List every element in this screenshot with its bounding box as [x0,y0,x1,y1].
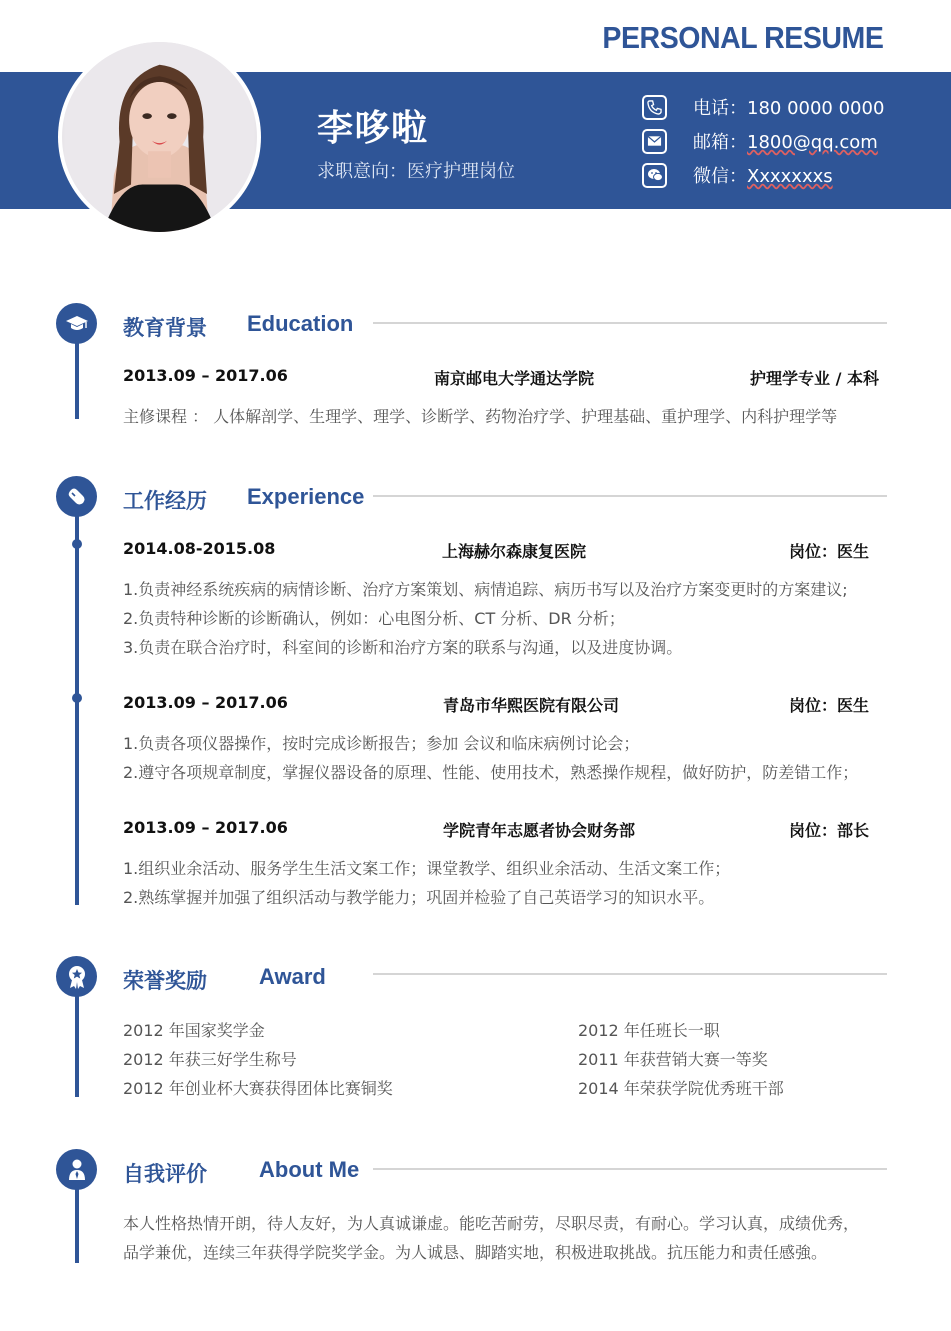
job-role: 岗位：医生 [788,696,869,715]
portrait-illustration [62,42,257,232]
phone-icon [642,95,667,120]
award-title-en: Award [259,964,326,989]
education-title-cn: 教育背景 [123,316,207,340]
email-link[interactable]: 1800@qq.com [747,132,878,153]
education-school: 南京邮电大学通达学院 [434,369,595,388]
job-date: 2014.08-2015.08 [123,539,276,558]
job-role: 岗位：部长 [788,821,869,840]
about-line: 本人性格热情开朗，待人友好，为人真诚谦虚。能吃苦耐劳，尽职尽责，有耐心。学习认真，成绩优秀， [123,1214,860,1233]
award-item: 2012 年创业杯大赛获得团体比赛铜奖 [123,1079,393,1098]
profile-photo [58,38,261,236]
person-icon [56,1149,97,1190]
job-detail-line: 2.遵守各项规章制度，掌握仪器设备的原理、性能、使用技术，熟悉操作规程，做好防护，防差错工作； [123,763,859,782]
experience-divider [373,495,887,497]
job-role: 岗位：医生 [788,542,869,561]
education-courses: 主修课程 ： 人体解剖学、生理学、理学、诊断学、药物治疗学、护理基础、重护理学、内科护理学等 [123,407,838,426]
experience-title-en: Experience [247,484,365,509]
job-detail-line: 1.组织业余活动、服务学生生活文案工作；课堂教学、组织业余活动、生活文案工作； [123,859,731,878]
job-detail-line: 1.负责各项仪器操作，按时完成诊断报告；参加 会议和临床病例讨论会； [123,734,640,753]
education-divider [373,322,887,324]
medal-icon [56,956,97,997]
timeline-dot [72,693,82,703]
about-title-cn: 自我评价 [123,1162,207,1186]
job-detail-line: 2.熟练掌握并加强了组织活动与教学能力；巩固并检验了自己英语学习的知识水平。 [123,888,715,907]
education-title-en: Education [247,311,354,336]
candidate-name: 李哆啦 [317,108,429,149]
mail-icon [642,129,667,154]
education-date: 2013.09 – 2017.06 [123,366,288,385]
about-divider [373,1168,887,1170]
resume-title: PERSONAL RESUME [602,20,883,55]
award-item: 2012 年任班长一职 [578,1021,720,1040]
experience-title-cn: 工作经历 [123,489,207,513]
job-org: 学院青年志愿者协会财务部 [443,821,636,840]
contact-email [642,128,878,154]
job-detail-line: 3.负责在联合治疗时，科室间的诊断和治疗方案的联系与沟通，以及进度协调。 [123,638,683,657]
job-date: 2013.09 – 2017.06 [123,693,288,712]
about-line: 品学兼优，连续三年获得学院奖学金。为人诚恳、脚踏实地，积极进取挑战。抗压能力和责任感強。 [123,1243,828,1262]
job-org: 青岛市华熙医院有限公司 [443,696,620,715]
award-title-cn: 荣誉奖励 [123,969,207,993]
graduation-cap-icon [56,303,97,344]
award-item: 2014 年荣获学院优秀班干部 [578,1079,784,1098]
education-major: 护理学专业 / 本科 [750,369,879,388]
timeline-dot [72,539,82,549]
award-divider [373,973,887,975]
award-item: 2012 年获三好学生称号 [123,1050,297,1069]
award-item: 2011 年获营销大赛一等奖 [578,1050,768,1069]
job-detail-line: 1.负责神经系统疾病的病情诊断、治疗方案策划、病情追踪、病历书写以及治疗方案变更时的方案建议; [123,580,848,599]
phone-text: 电话：180 0000 0000 [693,98,885,119]
about-title-en: About Me [259,1157,360,1182]
contact-wechat [642,162,833,188]
job-org: 上海赫尔森康复医院 [442,542,587,561]
email-label: 邮箱： [693,132,747,153]
wechat-icon [642,163,667,188]
contact-phone [642,94,884,120]
job-intent: 求职意向：医疗护理岗位 [317,161,515,182]
award-item: 2012 年国家奖学金 [123,1021,265,1040]
job-date: 2013.09 – 2017.06 [123,818,288,837]
wechat-id: Xxxxxxxs [747,166,833,187]
experience-icon [56,476,97,517]
wechat-label: 微信： [693,166,747,187]
job-detail-line: 2.负责特种诊断的诊断确认，例如：心电图分析、CT 分析、DR 分析； [123,609,625,628]
